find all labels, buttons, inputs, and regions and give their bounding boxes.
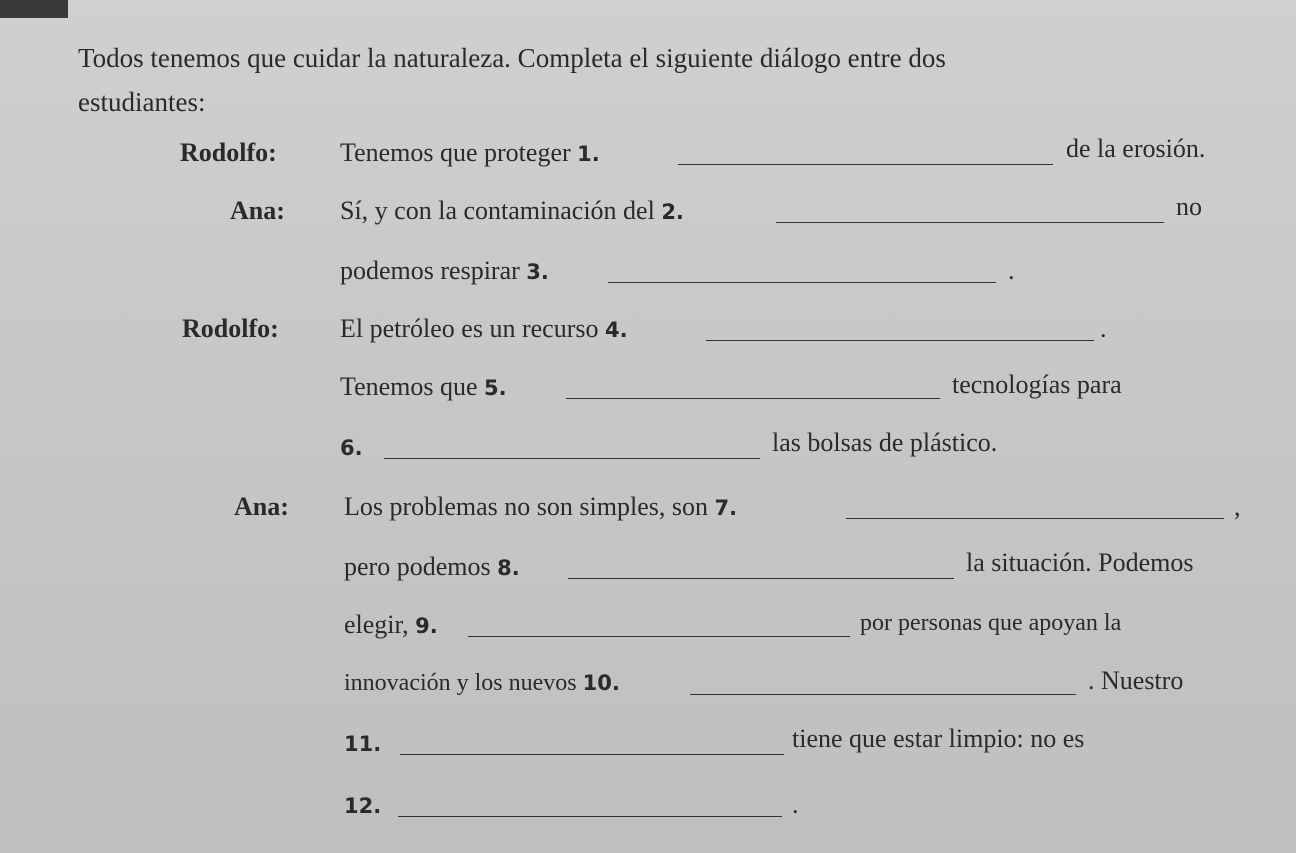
answer-blank-7[interactable]: [846, 518, 1224, 519]
answer-blank-5[interactable]: [566, 398, 940, 399]
dialogue-line-5: [0, 370, 1296, 410]
line-text: elegir, 9.: [344, 610, 438, 639]
answer-blank-11[interactable]: [400, 754, 784, 755]
dialogue-line-12: [0, 788, 1296, 828]
line-text-after: . Nuestro: [1088, 666, 1184, 695]
answer-blank-6[interactable]: [384, 458, 760, 459]
line-text: pero podemos 8.: [344, 552, 520, 581]
dark-corner-edge: [0, 0, 68, 18]
answer-blank-9[interactable]: [468, 636, 850, 637]
line-text-after: las bolsas de plástico.: [772, 428, 998, 457]
speaker-label: Rodolfo:: [182, 314, 279, 343]
answer-blank-2[interactable]: [776, 222, 1164, 223]
line-text: [344, 788, 381, 823]
line-text-after: .: [1100, 314, 1107, 343]
item-number: 3.: [526, 260, 549, 284]
item-number: 1.: [577, 142, 600, 166]
answer-blank-8[interactable]: [568, 578, 954, 579]
line-text: Los problemas no son simples, son 7.: [344, 492, 738, 521]
item-number: 12.: [344, 794, 382, 818]
answer-blank-3[interactable]: [608, 282, 996, 283]
dialogue-line-1: [0, 136, 1296, 176]
line-text: podemos respirar 3.: [340, 256, 549, 285]
line-text: El petróleo es un recurso 4.: [340, 314, 628, 343]
answer-blank-4[interactable]: [706, 340, 1094, 341]
line-text-after: tecnologías para: [952, 370, 1122, 399]
line-text-after: .: [1008, 256, 1015, 285]
line-text: Tenemos que proteger 1.: [340, 138, 600, 167]
item-number: 8.: [497, 556, 520, 580]
item-number: 4.: [604, 318, 628, 342]
dialogue-line-10: [0, 666, 1296, 706]
item-number: 2.: [661, 200, 684, 224]
line-text: Tenemos que 5.: [340, 372, 507, 401]
line-text: [340, 430, 363, 465]
line-text: [344, 726, 381, 761]
speaker-label: Ana:: [230, 196, 285, 225]
dialogue-line-7: [0, 490, 1296, 530]
speaker-label: Rodolfo:: [180, 138, 277, 167]
line-text: Sí, y con la contaminación del 2.: [340, 196, 684, 225]
line-text-after: .: [792, 790, 799, 819]
item-number: 7.: [714, 496, 738, 520]
dialogue-line-6: [0, 430, 1296, 470]
item-number: 6.: [340, 436, 363, 460]
line-text-after: ,: [1234, 492, 1241, 521]
line-text-after: tiene que estar limpio: no es: [792, 724, 1085, 753]
item-number: 5.: [484, 376, 507, 400]
line-text-after: no: [1176, 192, 1202, 221]
line-text: innovación y los nuevos 10.: [344, 670, 620, 696]
dialogue-line-11: [0, 726, 1296, 766]
item-number: 9.: [415, 614, 438, 638]
item-number: 11.: [344, 732, 382, 756]
line-text-after: por personas que apoyan la: [860, 610, 1122, 636]
item-number: 10.: [582, 671, 620, 695]
dialogue-line-9: [0, 608, 1296, 648]
answer-blank-1[interactable]: [678, 164, 1053, 165]
line-text-after: de la erosión.: [1066, 134, 1206, 163]
dialogue-line-2: [0, 194, 1296, 234]
answer-blank-10[interactable]: [690, 694, 1076, 695]
line-text-after: la situación. Podemos: [966, 548, 1194, 577]
dialogue-line-3: [0, 254, 1296, 294]
speaker-label: Ana:: [234, 492, 289, 521]
dialogue-line-8: [0, 550, 1296, 590]
answer-blank-12[interactable]: [398, 816, 782, 817]
dialogue-line-4: [0, 312, 1296, 352]
instructions-text: Todos tenemos que cuidar la naturaleza. Completa el siguiente diálogo entre dos estudiantes:: [78, 43, 946, 117]
